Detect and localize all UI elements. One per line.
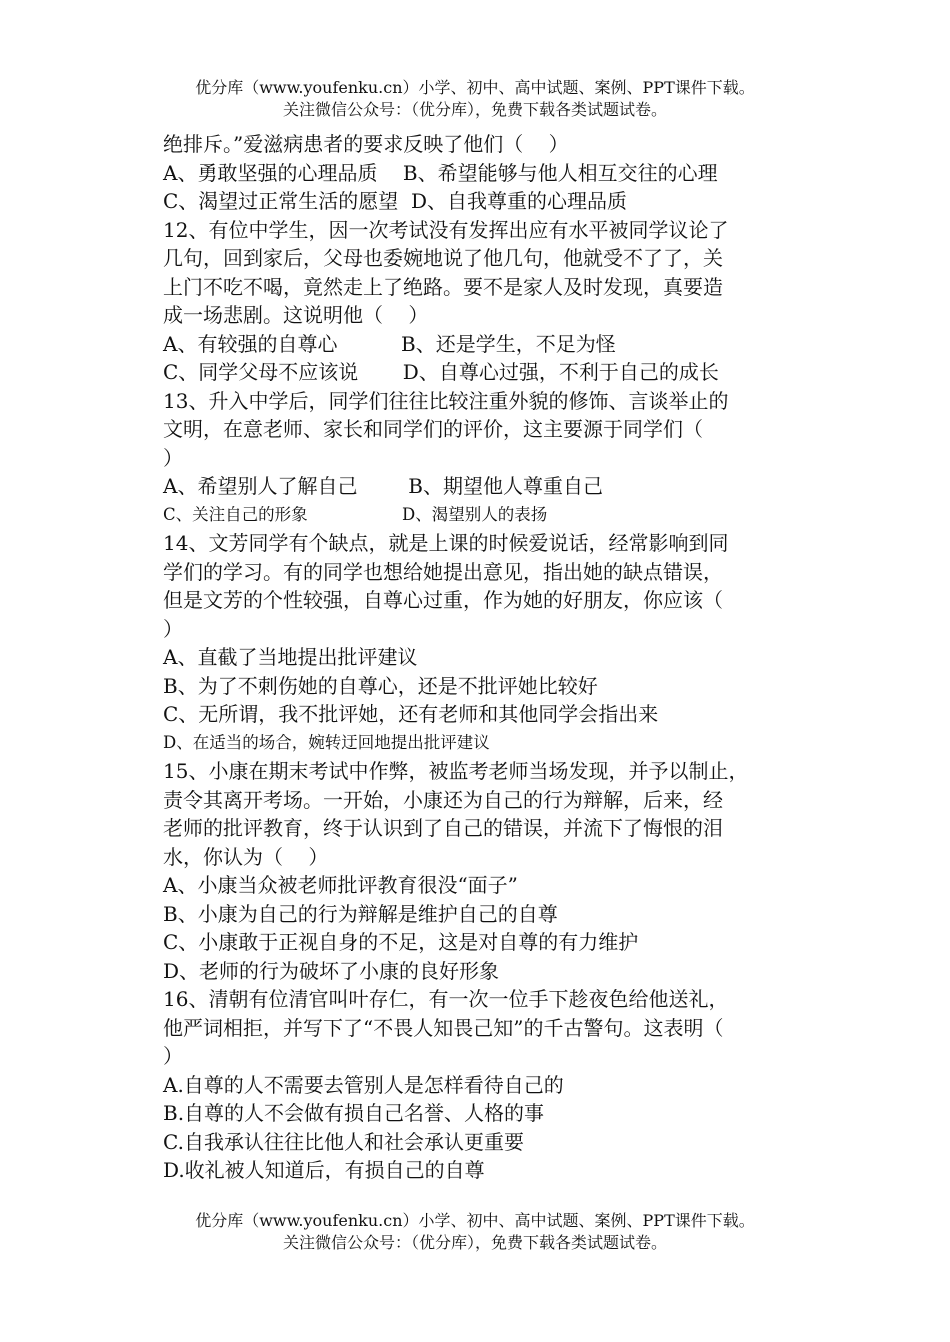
answer-option-line: B.自尊的人不会做有损自己名誉、人格的事 bbox=[163, 1101, 545, 1125]
answer-option-line: D、在适当的场合，婉转迂回地提出批评建议 bbox=[163, 732, 490, 752]
answer-option-line: A、小康当众被老师批评教育很没“面子” bbox=[163, 873, 518, 897]
answer-option-line: C、关注自己的形象 D、渴望别人的表扬 bbox=[163, 504, 548, 524]
answer-option-line: A.自尊的人不需要去管别人是怎样看待自己的 bbox=[163, 1072, 564, 1097]
text-line: 上门不吃不喝，竟然走上了绝路。要不是家人及时发现，真要造 bbox=[163, 274, 723, 299]
text-line: 成一场悲剧。这说明他（ ） bbox=[163, 303, 429, 327]
footer-line-2: 关注微信公众号：（优分库），免费下载各类试题试卷。 bbox=[282, 1233, 667, 1252]
question-14-line: 14、文芳同学有个缺点，就是上课的时候爱说话，经常影响到同 bbox=[163, 531, 729, 555]
answer-option-line: D、老师的行为破坏了小康的良好形象 bbox=[163, 958, 500, 983]
text-line: 学们的学习。有的同学也想给她提出意见，指出她的缺点错误， bbox=[163, 559, 723, 584]
text-line: ） bbox=[163, 1044, 183, 1068]
text-line: ） bbox=[163, 445, 183, 470]
answer-option-line: B、为了不刺伤她的自尊心，还是不批评她比较好 bbox=[163, 673, 598, 698]
text-line: 绝排斥。”爱滋病患者的要求反映了他们（ ） bbox=[163, 132, 569, 156]
answer-option-line: C、无所谓，我不批评她，还有老师和其他同学会指出来 bbox=[163, 702, 659, 726]
answer-option-line: C、渴望过正常生活的愿望 D、自我尊重的心理品质 bbox=[163, 189, 628, 213]
question-15-line: 15、小康在期末考试中作弊，被监考老师当场发现，并予以制止， bbox=[163, 759, 749, 783]
answer-option-line: A、希望别人了解自己 B、期望他人尊重自己 bbox=[163, 474, 603, 498]
question-12-line: 12、有位中学生，因一次考试没有发挥出应有水平被同学议论了 bbox=[163, 217, 729, 242]
question-16-line: 16、清朝有位清官叫叶存仁，有一次一位手下趁夜色给他送礼， bbox=[163, 987, 729, 1011]
answer-option-line: A、勇敢坚强的心理品质 B、希望能够与他人相互交往的心理 bbox=[163, 160, 718, 185]
answer-option-line: C.自我承认往往比他人和社会承认更重要 bbox=[163, 1129, 524, 1154]
text-line: 文明，在意老师、家长和同学们的评价，这主要源于同学们（ bbox=[163, 417, 703, 441]
text-line: 水，你认为（ ） bbox=[163, 844, 329, 869]
text-line: ） bbox=[163, 616, 183, 641]
question-body bbox=[163, 130, 803, 1185]
footer-line-1: 优分库（www.youfenku.cn）小学、初中、高中试题、案例、PPT课件下载。 bbox=[195, 1211, 755, 1230]
answer-option-line: B、小康为自己的行为辩解是维护自己的自尊 bbox=[163, 901, 558, 926]
text-line: 几句，回到家后，父母也委婉地说了他几句，他就受不了了，关 bbox=[163, 246, 723, 270]
question-13-line: 13、升入中学后，同学们往往比较注重外貌的修饰、言谈举止的 bbox=[163, 388, 729, 413]
answer-option-line: D.收礼被人知道后，有损自己的自尊 bbox=[163, 1158, 485, 1182]
header-line-1: 优分库（www.youfenku.cn）小学、初中、高中试题、案例、PPT课件下载。 bbox=[195, 78, 755, 97]
answer-option-line: A、有较强的自尊心 B、还是学生，不足为怪 bbox=[163, 331, 616, 356]
header-line-2: 关注微信公众号：（优分库），免费下载各类试题试卷。 bbox=[282, 100, 667, 119]
answer-option-line: C、同学父母不应该说 D、自尊心过强，不利于自己的成长 bbox=[163, 360, 719, 384]
text-line: 他严词相拒，并写下了“不畏人知畏己知”的千古警句。这表明（ bbox=[163, 1015, 724, 1040]
text-line: 责令其离开考场。一开始，小康还为自己的行为辩解，后来，经 bbox=[163, 787, 723, 812]
page-footer bbox=[0, 1210, 950, 1254]
page-header bbox=[0, 77, 950, 121]
answer-option-line: C、小康敢于正视自身的不足，这是对自尊的有力维护 bbox=[163, 930, 639, 954]
answer-option-line: A、直截了当地提出批评建议 bbox=[163, 645, 418, 669]
text-line: 但是文芳的个性较强，自尊心过重，作为她的好朋友，你应该（ bbox=[163, 588, 723, 612]
text-line: 老师的批评教育，终于认识到了自己的错误，并流下了悔恨的泪 bbox=[163, 816, 723, 840]
